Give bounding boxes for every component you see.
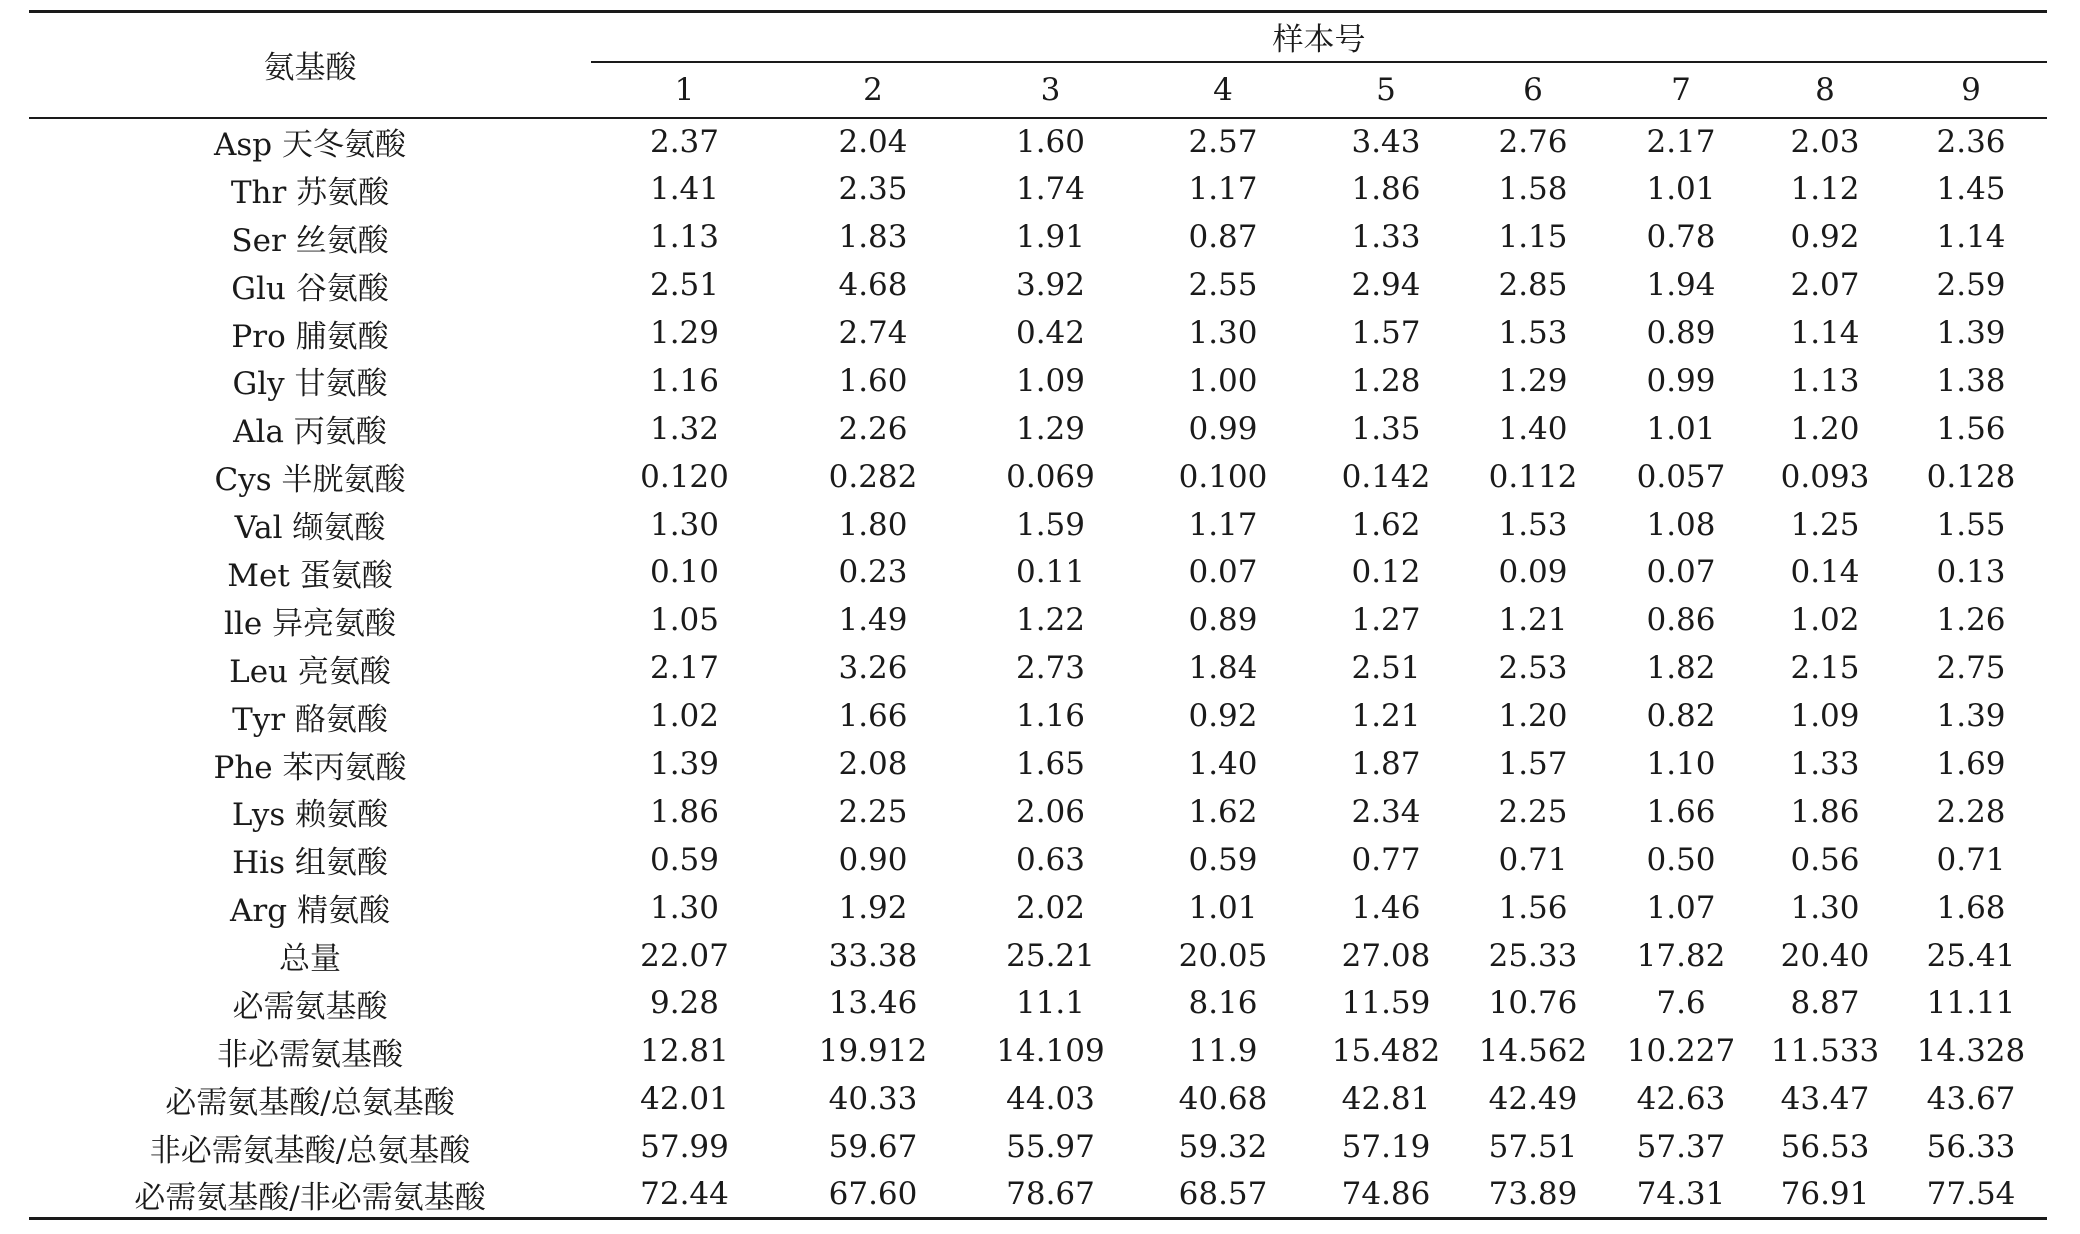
table-cell: 78.67: [968, 1171, 1133, 1219]
table-row: [29, 165, 2047, 213]
sample-number-4: 4: [1133, 62, 1313, 118]
table-cell: 1.30: [1188, 315, 1258, 351]
table-cell: 0.11: [1015, 554, 1086, 591]
row-label: 非必需氨基酸: [217, 1036, 403, 1073]
table-cell: 1.39: [1936, 698, 2006, 735]
row-label: Val 缬氨酸: [234, 510, 386, 547]
table-cell: 44.03: [1006, 1081, 1095, 1118]
table-cell: 1.68: [1936, 889, 2006, 926]
table-cell: 1.86: [649, 793, 720, 830]
table-cell: 2.85: [1498, 267, 1568, 304]
table-row: [29, 549, 2047, 597]
table-cell: 1.86: [1790, 793, 1860, 830]
sample-number-2: 2: [778, 62, 968, 118]
table-cell: 1.15: [1498, 219, 1568, 256]
table-row: [29, 788, 2047, 836]
sample-number-1: 1: [591, 62, 778, 118]
table-cell: 1.74: [1015, 171, 1086, 208]
table-cell: 0.07: [1188, 554, 1258, 591]
table-cell: 1.17: [1188, 506, 1258, 543]
table-cell: 1.14: [1790, 315, 1860, 351]
table-cell: 0.112: [1488, 458, 1578, 495]
table-cell: 0.90: [838, 841, 908, 878]
table-row: [29, 596, 2047, 644]
table-cell: 1.82: [1646, 650, 1716, 687]
row-label: 必需氨基酸/总氨基酸: [165, 1084, 455, 1121]
table-cell: 14.562: [1478, 1033, 1588, 1070]
table-cell: 1.57: [1498, 746, 1568, 783]
sample-number-5: 5: [1313, 62, 1459, 118]
table-cell: 20.40: [1780, 937, 1870, 974]
table-cell: 7.6: [1656, 985, 1706, 1022]
table-cell: 0.07: [1646, 554, 1716, 591]
amino-acid-column-header: 氨基酸: [29, 12, 591, 118]
table-cell: 1.02: [1790, 602, 1860, 639]
table-cell: 1.60: [838, 362, 908, 399]
table-cell: 0.56: [1790, 841, 1860, 878]
table-cell: 1.33: [1790, 746, 1860, 783]
row-label: Phe 苯丙氨酸: [213, 749, 407, 786]
table-row: [29, 644, 2047, 692]
table-cell: 1.53: [1498, 315, 1568, 351]
table-cell: 1.21: [1498, 602, 1568, 639]
table-cell: 0.71: [1936, 841, 2006, 878]
table-cell: 19.912: [818, 1033, 928, 1070]
row-label: Asp 天冬氨酸: [214, 127, 406, 164]
sample-number-3: 3: [968, 62, 1133, 118]
table-cell: 2.25: [838, 793, 908, 830]
table-cell: 14.109: [996, 1033, 1105, 1070]
table-cell: 1.20: [1498, 698, 1568, 735]
table-cell: 10.76: [1488, 985, 1578, 1022]
table-cell: 0.13: [1936, 554, 2006, 591]
table-cell: 2.17: [649, 650, 720, 687]
table-cell: 11.533: [1770, 1033, 1880, 1070]
table-cell: 0.142: [1341, 458, 1431, 495]
table-cell: 1.39: [649, 746, 720, 783]
table-cell: 1.29: [649, 315, 720, 351]
table-cell: 14.328: [1916, 1033, 2026, 1070]
table-cell: 3.26: [838, 650, 908, 687]
table-cell: 1.55: [1936, 506, 2006, 543]
table-row: [29, 453, 2047, 501]
table-cell: 42.81: [1341, 1081, 1431, 1118]
table-cell: 0.128: [1926, 458, 2016, 495]
table-cell: 1.38: [1936, 362, 2006, 399]
table-row: [29, 740, 2047, 788]
table-cell: 2.02: [1015, 889, 1086, 926]
table-cell: 1.10: [1646, 746, 1716, 783]
table-cell: 0.59: [649, 841, 720, 878]
table-cell: 2.57: [1188, 123, 1258, 160]
table-cell: 2.94: [1351, 267, 1421, 304]
table-cell: 1.02: [649, 698, 720, 735]
table-cell: 0.92: [1790, 219, 1860, 256]
table-cell: 76.91: [1755, 1171, 1895, 1219]
table-cell: 0.99: [1646, 362, 1716, 399]
table-cell: 43.67: [1926, 1081, 2016, 1118]
table-cell: 43.47: [1780, 1081, 1870, 1118]
sample-number-header: 样本号: [591, 12, 2047, 62]
table-cell: 1.66: [838, 698, 908, 735]
table-cell: 2.04: [838, 123, 908, 160]
table-cell: 2.55: [1188, 267, 1258, 304]
table-cell: 11.59: [1341, 985, 1431, 1022]
table-cell: 0.282: [828, 458, 918, 495]
table-cell: 1.01: [1646, 410, 1716, 447]
table-cell: 74.86: [1313, 1171, 1459, 1219]
table-cell: 1.33: [1351, 219, 1421, 256]
row-label: Leu 亮氨酸: [229, 653, 391, 690]
table-cell: 0.89: [1646, 315, 1716, 351]
table-cell: 0.92: [1188, 698, 1258, 735]
table-cell: 1.00: [1188, 362, 1258, 399]
table-row: [29, 1171, 2047, 1219]
table-cell: 0.069: [1006, 458, 1095, 495]
row-label: Cys 半胱氨酸: [214, 462, 406, 499]
table-cell: 1.69: [1936, 746, 2006, 783]
table-cell: 27.08: [1341, 937, 1431, 974]
table-cell: 3.43: [1351, 123, 1421, 160]
table-cell: 1.57: [1351, 315, 1421, 351]
table-cell: 0.23: [838, 554, 908, 591]
table-cell: 0.87: [1188, 219, 1258, 256]
table-cell: 68.57: [1133, 1171, 1313, 1219]
row-label: Thr 苏氨酸: [230, 174, 390, 211]
table-cell: 2.28: [1936, 793, 2006, 830]
table-cell: 1.14: [1936, 219, 2006, 256]
table-cell: 25.41: [1926, 937, 2016, 974]
table-cell: 1.83: [838, 219, 908, 256]
table-row: [29, 932, 2047, 980]
table-cell: 0.82: [1646, 698, 1716, 735]
table-cell: 0.10: [649, 554, 720, 591]
table-cell: 2.25: [1498, 793, 1568, 830]
table-cell: 1.30: [649, 506, 720, 543]
table-cell: 1.17: [1188, 171, 1258, 208]
table-cell: 1.40: [1498, 410, 1568, 447]
table-cell: 1.92: [838, 889, 908, 926]
table-cell: 2.51: [649, 267, 720, 304]
table-cell: 2.76: [1498, 123, 1568, 160]
table-cell: 55.97: [1006, 1129, 1095, 1166]
table-cell: 2.35: [838, 171, 908, 208]
table-cell: 0.09: [1498, 554, 1568, 591]
row-label: Pro 脯氨酸: [231, 318, 389, 355]
table-cell: 1.16: [649, 362, 720, 399]
table-cell: 13.46: [828, 985, 918, 1022]
row-label: Arg 精氨酸: [230, 893, 390, 930]
table-cell: 25.21: [1006, 937, 1095, 974]
table-cell: 1.94: [1646, 267, 1716, 304]
table-cell: 1.40: [1188, 746, 1258, 783]
table-cell: 33.38: [828, 937, 918, 974]
table-row: [29, 1075, 2047, 1123]
table-cell: 59.67: [828, 1129, 918, 1166]
table-cell: 1.13: [649, 219, 720, 256]
row-label: Met 蛋氨酸: [227, 557, 393, 594]
table-cell: 57.99: [640, 1129, 729, 1166]
table-cell: 0.42: [1015, 315, 1086, 351]
table-body: [29, 118, 2047, 1219]
sample-number-9: 9: [1895, 62, 2047, 118]
table-cell: 9.28: [649, 985, 720, 1022]
table-cell: 0.77: [1351, 841, 1421, 878]
row-label: Lys 赖氨酸: [231, 797, 389, 834]
table-cell: 0.59: [1188, 841, 1258, 878]
row-label: 必需氨基酸/非必需氨基酸: [29, 1171, 591, 1219]
table-cell: 1.86: [1351, 171, 1421, 208]
table-cell: 1.12: [1790, 171, 1860, 208]
row-label: Glu 谷氨酸: [231, 270, 389, 307]
table-cell: 1.16: [1015, 698, 1086, 735]
table-row: [29, 261, 2047, 309]
table-cell: 42.63: [1636, 1081, 1726, 1118]
table-cell: 1.08: [1646, 506, 1716, 543]
table-header: [29, 12, 2047, 118]
table-cell: 2.51: [1351, 650, 1421, 687]
table-row: [29, 357, 2047, 405]
row-label: Gly 甘氨酸: [232, 366, 388, 403]
table-cell: 0.99: [1188, 410, 1258, 447]
sample-number-6: 6: [1459, 62, 1607, 118]
table-cell: 15.482: [1331, 1033, 1441, 1070]
table-cell: 2.75: [1936, 650, 2006, 687]
table-cell: 57.19: [1341, 1129, 1431, 1166]
table-cell: 59.32: [1178, 1129, 1268, 1166]
table-cell: 1.59: [1015, 506, 1086, 543]
table-row: [29, 1123, 2047, 1171]
row-label: Tyr 酪氨酸: [232, 701, 388, 738]
table-cell: 0.78: [1646, 219, 1716, 256]
table-cell: 1.84: [1188, 650, 1258, 687]
table-cell: 0.14: [1790, 554, 1860, 591]
table-cell: 11.9: [1188, 1033, 1258, 1070]
table-row: [29, 836, 2047, 884]
table-row: [29, 405, 2047, 453]
table-cell: 1.09: [1015, 362, 1086, 399]
table-cell: 1.01: [1188, 889, 1258, 926]
table-row: [29, 309, 2047, 357]
table-cell: 1.65: [1015, 746, 1086, 783]
table-cell: 73.89: [1459, 1171, 1607, 1219]
table-cell: 2.26: [838, 410, 908, 447]
table-cell: 22.07: [640, 937, 729, 974]
table-cell: 17.82: [1636, 937, 1726, 974]
table-cell: 2.07: [1790, 267, 1860, 304]
table-cell: 2.53: [1498, 650, 1568, 687]
table-cell: 1.32: [649, 410, 720, 447]
table-cell: 2.34: [1351, 793, 1421, 830]
table-row: [29, 213, 2047, 261]
table-row: [29, 118, 2047, 166]
table-cell: 2.08: [838, 746, 908, 783]
table-cell: 1.09: [1790, 698, 1860, 735]
table-row: [29, 501, 2047, 549]
table-cell: 1.56: [1936, 410, 2006, 447]
table-cell: 1.21: [1351, 698, 1421, 735]
table-cell: 1.35: [1351, 410, 1421, 447]
table-cell: 1.20: [1790, 410, 1860, 447]
table-cell: 40.33: [828, 1081, 918, 1118]
row-label: Ser 丝氨酸: [231, 222, 389, 259]
table-row: [29, 1027, 2047, 1075]
table-cell: 2.06: [1015, 793, 1086, 830]
table-cell: 1.25: [1790, 506, 1860, 543]
sample-number-7: 7: [1607, 62, 1755, 118]
table-cell: 2.17: [1646, 123, 1716, 160]
table-cell: 8.87: [1790, 985, 1860, 1022]
table-cell: 1.07: [1646, 889, 1716, 926]
table-cell: 2.74: [838, 315, 908, 351]
table-cell: 1.39: [1936, 315, 2006, 351]
table-row: [29, 884, 2047, 932]
table-cell: 1.49: [838, 602, 908, 639]
table-cell: 2.37: [649, 123, 720, 160]
table-cell: 1.56: [1498, 889, 1568, 926]
table-cell: 1.62: [1188, 793, 1258, 830]
table-cell: 0.093: [1780, 458, 1870, 495]
table-cell: 0.120: [640, 458, 729, 495]
table-cell: 40.68: [1178, 1081, 1268, 1118]
table-cell: 0.100: [1178, 458, 1268, 495]
table-cell: 57.37: [1636, 1129, 1726, 1166]
table-cell: 12.81: [640, 1033, 729, 1070]
table-cell: 1.05: [649, 602, 720, 639]
table-cell: 1.46: [1351, 889, 1421, 926]
row-label: lle 异亮氨酸: [223, 605, 397, 642]
table-cell: 0.89: [1188, 602, 1258, 639]
table-cell: 1.45: [1936, 171, 2006, 208]
table-cell: 11.1: [1015, 985, 1086, 1022]
table-cell: 1.22: [1015, 602, 1086, 639]
table-cell: 2.36: [1936, 123, 2006, 160]
table-row: [29, 980, 2047, 1028]
table-cell: 1.29: [1498, 362, 1568, 399]
amino-acid-table: [29, 10, 2047, 1220]
table-cell: 1.53: [1498, 506, 1568, 543]
table-cell: 42.01: [640, 1081, 729, 1118]
table-cell: 1.80: [838, 506, 908, 543]
row-label: 非必需氨基酸/总氨基酸: [149, 1132, 471, 1169]
table-cell: 0.057: [1636, 458, 1726, 495]
table-cell: 0.71: [1498, 841, 1568, 878]
row-label: 总量: [279, 941, 341, 978]
table-cell: 0.50: [1646, 841, 1716, 878]
table-cell: 57.51: [1488, 1129, 1578, 1166]
table-cell: 77.54: [1895, 1171, 2047, 1219]
table-cell: 1.91: [1015, 219, 1086, 256]
table-cell: 0.12: [1351, 554, 1421, 591]
row-label: 必需氨基酸: [232, 988, 388, 1025]
table-cell: 1.01: [1646, 171, 1716, 208]
table-cell: 72.44: [591, 1171, 778, 1219]
table-cell: 1.87: [1351, 746, 1421, 783]
table-cell: 74.31: [1607, 1171, 1755, 1219]
table-cell: 4.68: [838, 267, 908, 304]
table-cell: 42.49: [1488, 1081, 1578, 1118]
table-cell: 10.227: [1626, 1033, 1736, 1070]
table-cell: 2.15: [1790, 650, 1860, 687]
table-cell: 1.30: [649, 889, 720, 926]
sample-number-8: 8: [1755, 62, 1895, 118]
table-cell: 1.29: [1015, 410, 1086, 447]
table-cell: 2.59: [1936, 267, 2006, 304]
table-cell: 1.27: [1351, 602, 1421, 639]
table-cell: 67.60: [778, 1171, 968, 1219]
table-cell: 2.73: [1015, 650, 1086, 687]
table-cell: 0.86: [1646, 602, 1716, 639]
table-cell: 20.05: [1178, 937, 1268, 974]
table-cell: 1.62: [1351, 506, 1421, 543]
row-label: Ala 丙氨酸: [233, 414, 387, 451]
table-cell: 1.26: [1936, 602, 2006, 639]
table-row: [29, 692, 2047, 740]
table-cell: 1.30: [1790, 889, 1860, 926]
table-cell: 56.53: [1780, 1129, 1870, 1166]
table-cell: 1.13: [1790, 362, 1860, 399]
table-cell: 1.60: [1015, 123, 1086, 160]
table-cell: 2.03: [1790, 123, 1860, 160]
row-label: His 组氨酸: [232, 845, 388, 882]
table-cell: 1.58: [1498, 171, 1568, 208]
table-cell: 1.66: [1646, 793, 1716, 830]
table-cell: 25.33: [1488, 937, 1578, 974]
table-cell: 1.41: [649, 171, 720, 208]
table-cell: 0.63: [1015, 841, 1086, 878]
table-cell: 1.28: [1351, 362, 1421, 399]
table-cell: 8.16: [1188, 985, 1258, 1022]
table-cell: 3.92: [1015, 267, 1086, 304]
table-cell: 56.33: [1926, 1129, 2016, 1166]
table-cell: 11.11: [1926, 985, 2016, 1022]
